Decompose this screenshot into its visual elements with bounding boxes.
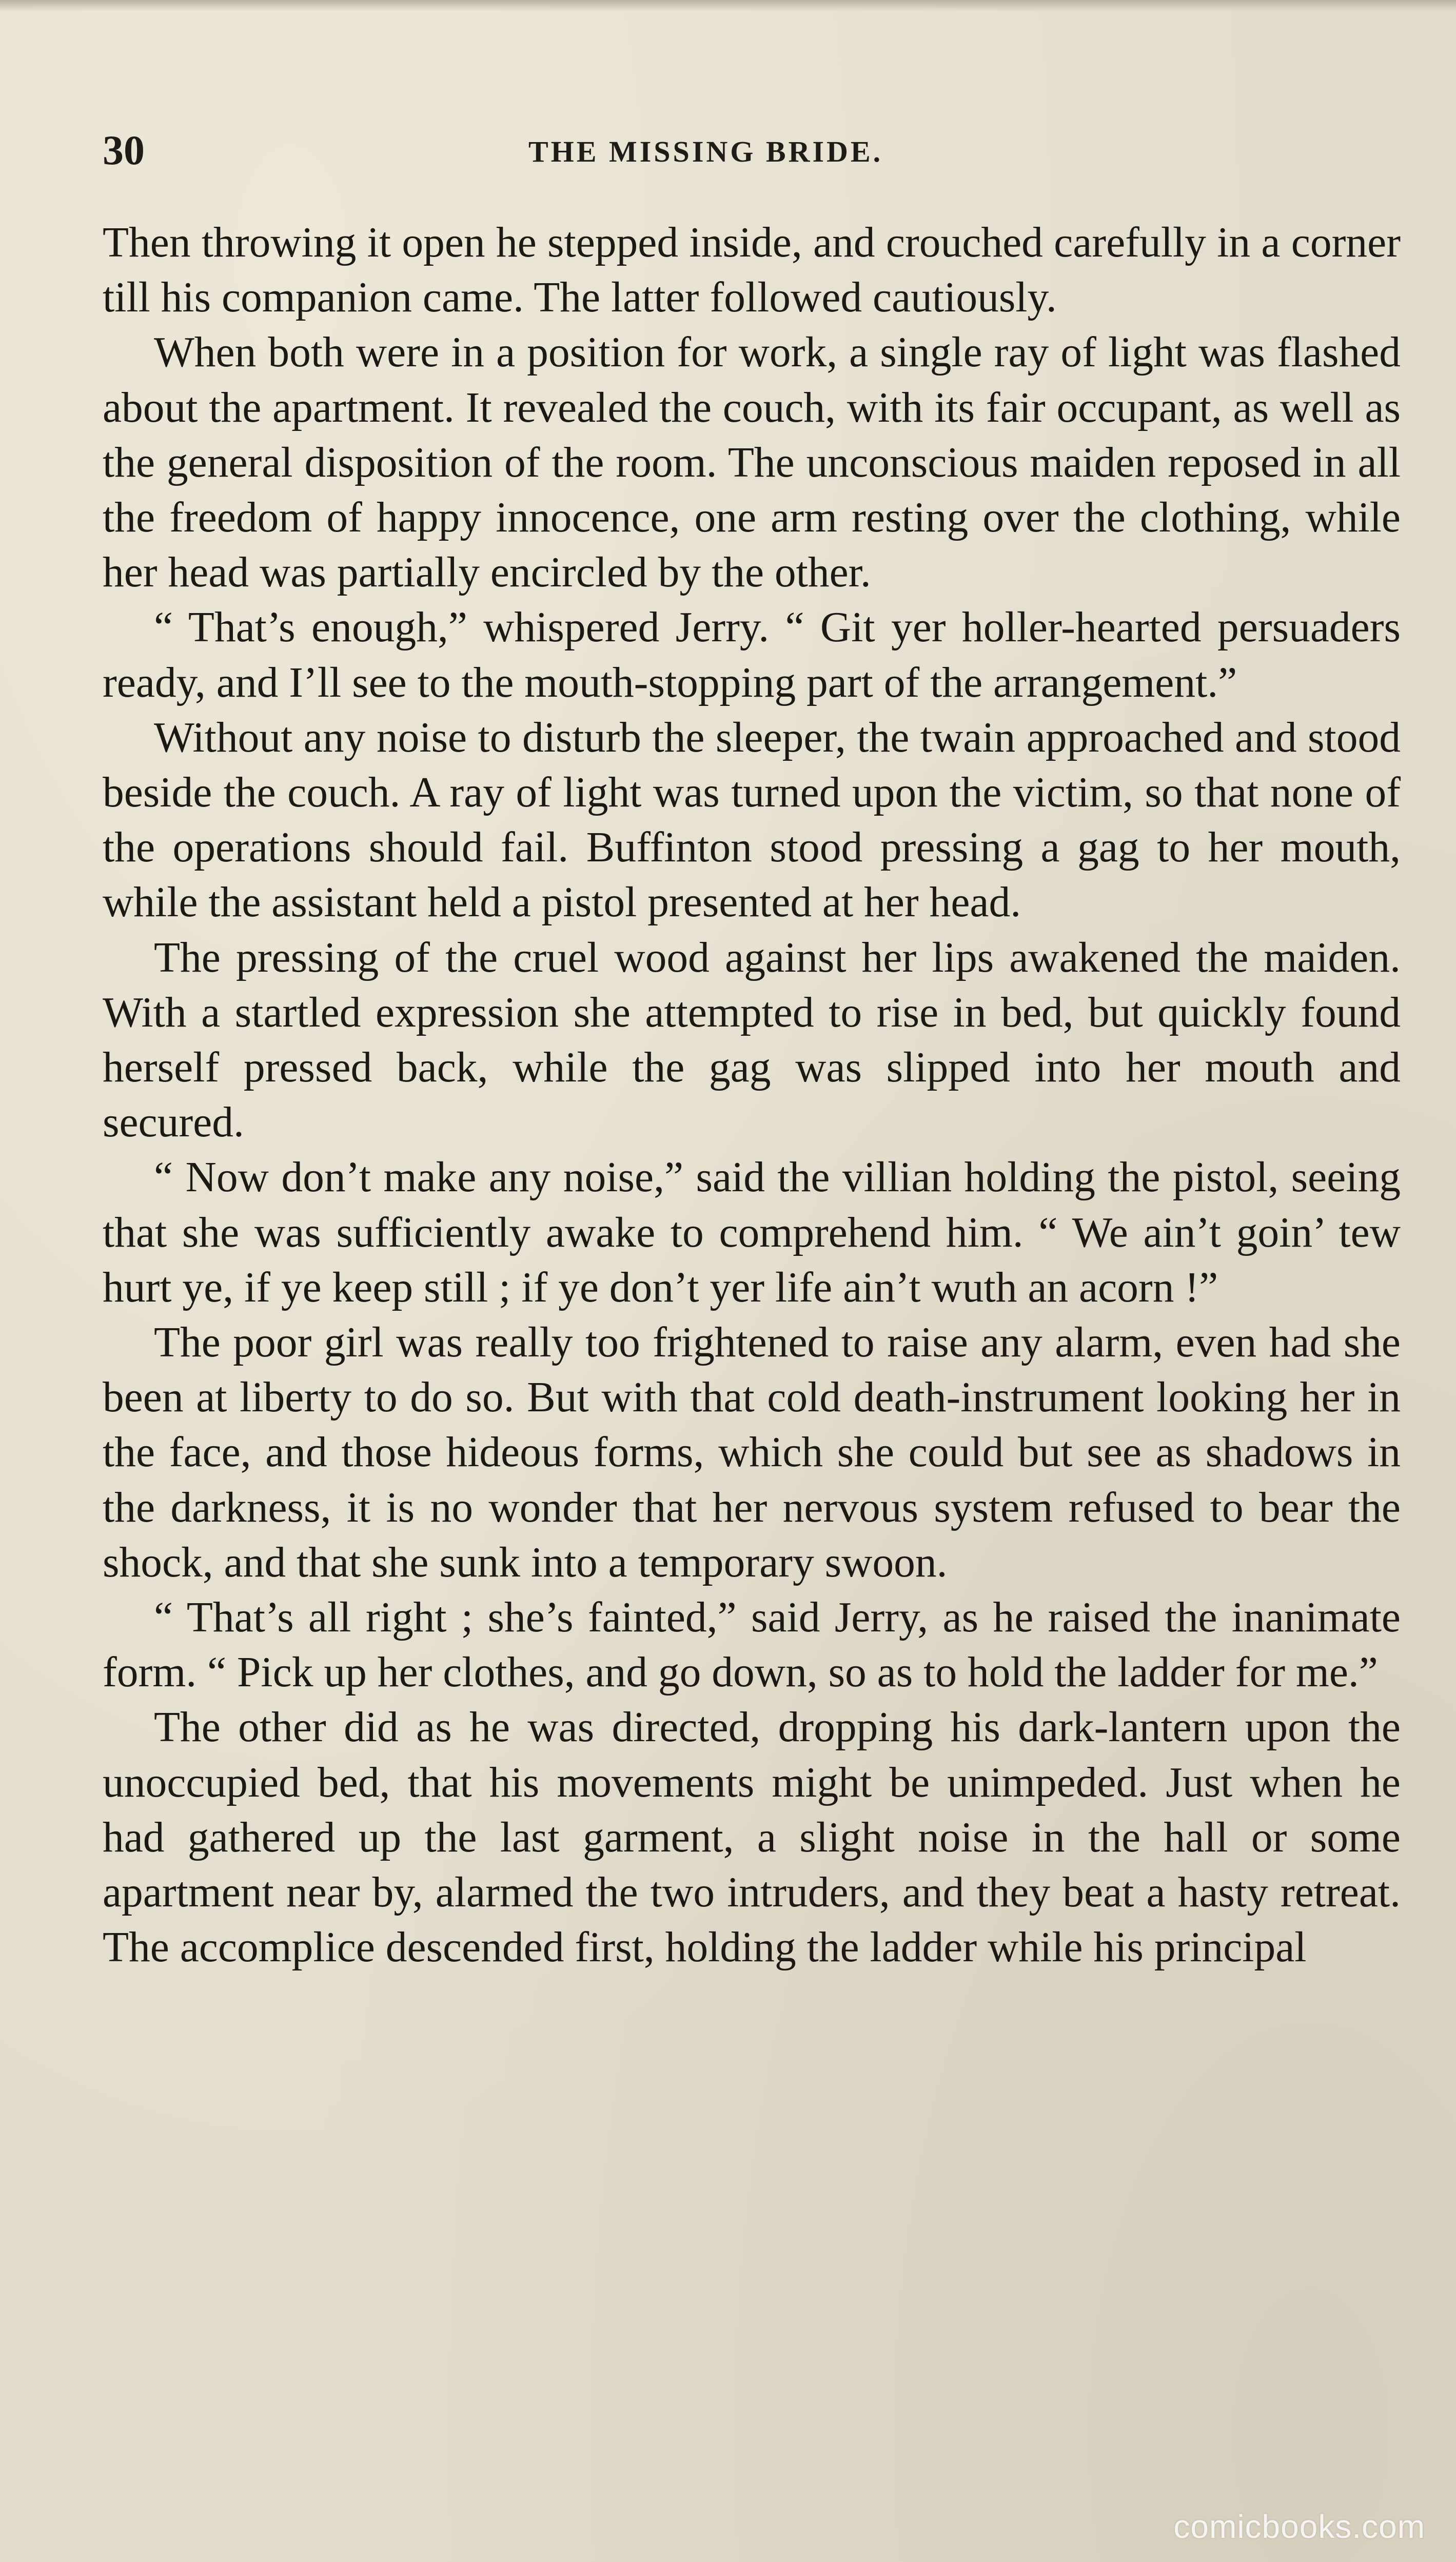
paragraph: “ That’s all right ; she’s fainted,” said Jerry, as he raised the inanimate form. “ Pick up her clothes, and go down, so as to hold the ladder for me.” (103, 1594, 1401, 1697)
body-text (103, 215, 1401, 1976)
paragraph: The poor girl was really too frightened to raise any alarm, even had she been at liberty to do so. But with that cold death-instrument looking her in the face, and those hideous forms, which she could but see as shadows in the darkness, it is no wonder that her nervous system refused to bear the shock, and that she sunk into a temporary swoon. (103, 1319, 1401, 1586)
paragraph: When both were in a position for work, a single ray of light was flashed about the apartment. It revealed the couch, with its fair occupant, as well as the general disposition of the room. The unconscious maiden reposed in all the freedom of happy innocence, one arm resting over the clothing, while her head was partially encircled by the other. (103, 329, 1401, 597)
page-top-edge (0, 0, 1456, 11)
page-number: 30 (103, 127, 145, 173)
running-head (103, 122, 1395, 179)
paragraph: Then throwing it open he stepped inside, and crouched carefully in a corner till his companion came. The latter followed cautiously. (103, 219, 1401, 322)
paragraph: “ Now don’t make any noise,” said the villian holding the pistol, seeing that she was sufficiently awake to comprehend him. “ We ain’t goin’ tew hurt ye, if ye keep still ; if ye don’t yer life ain’t wuth an acorn !” (103, 1154, 1401, 1311)
running-title: THE MISSING BRIDE. (528, 135, 883, 168)
paragraph: “ That’s enough,” whispered Jerry. “ Git yer holler-hearted persuaders ready, and I’ll see to the mouth-stopping part of the arrangement.” (103, 604, 1401, 706)
paragraph: The other did as he was directed, dropping his dark-lantern upon the unoccupied bed, that his movements might be unimpeded. Just when he had gathered up the last garment, a slight noise in the hall or some apartment near by, alarmed the two intruders, and they beat a hasty retreat. The accomplice descended first, holding the ladder while his principal (103, 1704, 1401, 1972)
watermark: comicbooks.com (1173, 2508, 1425, 2545)
paragraph: The pressing of the cruel wood against her lips awakened the maiden. With a startled expression she attempted to rise in bed, but quickly found herself pressed back, while the gag was slipped into her mouth and secured. (103, 934, 1401, 1147)
paragraph: Without any noise to disturb the sleeper, the twain approached and stood beside the couch. A ray of light was turned upon the victim, so that none of the operations should fail. Buffinton stood pressing a gag to her mouth, while the assistant held a pistol presented at her head. (103, 714, 1401, 927)
